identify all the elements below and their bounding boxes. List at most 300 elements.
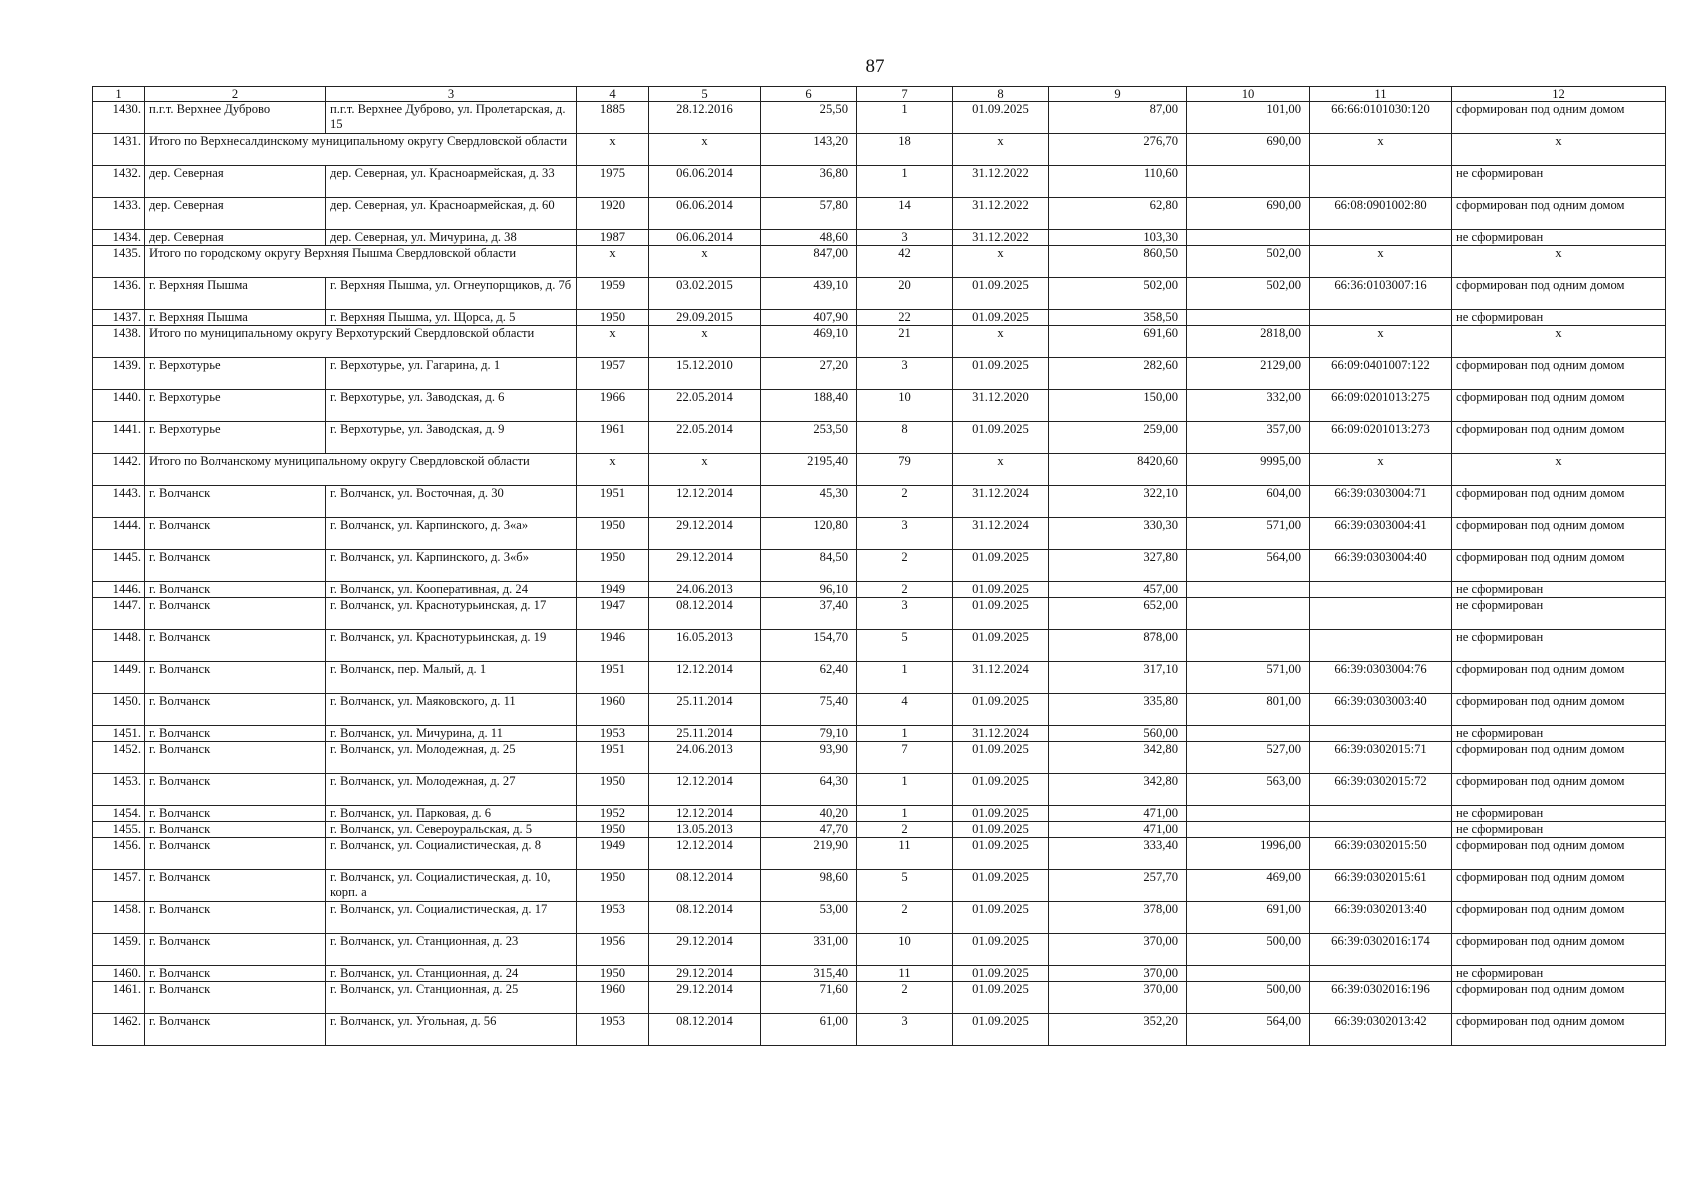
deadline-cell: 01.09.2025 bbox=[953, 934, 1049, 966]
cadastre-cell bbox=[1310, 230, 1452, 246]
address-cell: г. Волчанск, ул. Социалистическая, д. 10, корп. а bbox=[326, 870, 577, 902]
row-number-cell: 1445. bbox=[93, 550, 145, 582]
year-cell: 1957 bbox=[577, 358, 649, 390]
header-cell: 4 bbox=[577, 87, 649, 102]
year-cell: 1956 bbox=[577, 934, 649, 966]
row-number-cell: 1441. bbox=[93, 422, 145, 454]
locality-cell: г. Волчанск bbox=[145, 518, 326, 550]
value-9-cell: 342,80 bbox=[1049, 774, 1187, 806]
area-cell: 37,40 bbox=[761, 598, 857, 630]
year-cell: 1947 bbox=[577, 598, 649, 630]
status-cell: не сформирован bbox=[1452, 310, 1666, 326]
value-10-cell bbox=[1187, 230, 1310, 246]
locality-cell: г. Верхотурье bbox=[145, 358, 326, 390]
cadastre-cell: х bbox=[1310, 134, 1452, 166]
status-cell: сформирован под одним домом bbox=[1452, 870, 1666, 902]
locality-cell: г. Волчанск bbox=[145, 934, 326, 966]
table-row bbox=[93, 742, 1666, 774]
value-9-cell: 378,00 bbox=[1049, 902, 1187, 934]
people-cell: 2 bbox=[857, 582, 953, 598]
status-cell: сформирован под одним домом bbox=[1452, 662, 1666, 694]
value-9-cell: 110,60 bbox=[1049, 166, 1187, 198]
address-cell: г. Волчанск, ул. Кооперативная, д. 24 bbox=[326, 582, 577, 598]
value-9-cell: 370,00 bbox=[1049, 934, 1187, 966]
year-cell: 1952 bbox=[577, 806, 649, 822]
header-cell: 7 bbox=[857, 87, 953, 102]
table-row bbox=[93, 166, 1666, 198]
locality-cell: г. Волчанск bbox=[145, 806, 326, 822]
value-10-cell: 564,00 bbox=[1187, 1014, 1310, 1046]
area-cell: 407,90 bbox=[761, 310, 857, 326]
row-number-cell: 1446. bbox=[93, 582, 145, 598]
value-9-cell: 560,00 bbox=[1049, 726, 1187, 742]
deadline-cell: 01.09.2025 bbox=[953, 422, 1049, 454]
row-number-cell: 1437. bbox=[93, 310, 145, 326]
table-row bbox=[93, 806, 1666, 822]
value-10-cell: 1996,00 bbox=[1187, 838, 1310, 870]
date-cell: 22.05.2014 bbox=[649, 422, 761, 454]
status-cell: сформирован под одним домом bbox=[1452, 934, 1666, 966]
area-cell: 25,50 bbox=[761, 102, 857, 134]
table-row bbox=[93, 838, 1666, 870]
date-cell: 29.12.2014 bbox=[649, 518, 761, 550]
cadastre-cell: 66:09:0401007:122 bbox=[1310, 358, 1452, 390]
year-cell: 1951 bbox=[577, 486, 649, 518]
total-row bbox=[93, 134, 1666, 166]
address-cell: г. Волчанск, пер. Малый, д. 1 bbox=[326, 662, 577, 694]
cadastre-cell: 66:39:0302013:42 bbox=[1310, 1014, 1452, 1046]
people-cell: 21 bbox=[857, 326, 953, 358]
value-10-cell bbox=[1187, 598, 1310, 630]
value-9-cell: 322,10 bbox=[1049, 486, 1187, 518]
row-number-cell: 1462. bbox=[93, 1014, 145, 1046]
area-cell: 96,10 bbox=[761, 582, 857, 598]
row-number-cell: 1447. bbox=[93, 598, 145, 630]
locality-cell: г. Волчанск bbox=[145, 870, 326, 902]
row-number-cell: 1432. bbox=[93, 166, 145, 198]
value-10-cell: 571,00 bbox=[1187, 518, 1310, 550]
deadline-cell: 01.09.2025 bbox=[953, 742, 1049, 774]
header-cell: 3 bbox=[326, 87, 577, 102]
row-number-cell: 1455. bbox=[93, 822, 145, 838]
people-cell: 5 bbox=[857, 870, 953, 902]
address-cell: г. Верхняя Пышма, ул. Щорса, д. 5 bbox=[326, 310, 577, 326]
deadline-cell: 31.12.2020 bbox=[953, 390, 1049, 422]
year-cell: 1949 bbox=[577, 582, 649, 598]
row-number-cell: 1457. bbox=[93, 870, 145, 902]
people-cell: 22 bbox=[857, 310, 953, 326]
cadastre-cell bbox=[1310, 598, 1452, 630]
value-10-cell bbox=[1187, 806, 1310, 822]
value-10-cell: 691,00 bbox=[1187, 902, 1310, 934]
area-cell: 64,30 bbox=[761, 774, 857, 806]
area-cell: 188,40 bbox=[761, 390, 857, 422]
date-cell: х bbox=[649, 326, 761, 358]
date-cell: 29.12.2014 bbox=[649, 934, 761, 966]
area-cell: 331,00 bbox=[761, 934, 857, 966]
value-10-cell: 690,00 bbox=[1187, 198, 1310, 230]
locality-cell: г. Волчанск bbox=[145, 662, 326, 694]
address-cell: г. Волчанск, ул. Станционная, д. 25 bbox=[326, 982, 577, 1014]
locality-cell: г. Волчанск bbox=[145, 598, 326, 630]
value-10-cell: 2129,00 bbox=[1187, 358, 1310, 390]
table-row bbox=[93, 358, 1666, 390]
table-row bbox=[93, 934, 1666, 966]
deadline-cell: 01.09.2025 bbox=[953, 806, 1049, 822]
year-cell: 1966 bbox=[577, 390, 649, 422]
year-cell: х bbox=[577, 246, 649, 278]
cadastre-cell bbox=[1310, 966, 1452, 982]
people-cell: 11 bbox=[857, 966, 953, 982]
locality-cell: дер. Северная bbox=[145, 230, 326, 246]
locality-cell: г. Волчанск bbox=[145, 486, 326, 518]
total-title-cell: Итого по Верхнесалдинскому муниципальному округу Свердловской области bbox=[145, 134, 577, 166]
table-row bbox=[93, 1014, 1666, 1046]
date-cell: 12.12.2014 bbox=[649, 486, 761, 518]
people-cell: 42 bbox=[857, 246, 953, 278]
locality-cell: г. Верхняя Пышма bbox=[145, 310, 326, 326]
year-cell: 1949 bbox=[577, 838, 649, 870]
total-row bbox=[93, 326, 1666, 358]
deadline-cell: 01.09.2025 bbox=[953, 630, 1049, 662]
row-number-cell: 1461. bbox=[93, 982, 145, 1014]
status-cell: не сформирован bbox=[1452, 630, 1666, 662]
deadline-cell: 01.09.2025 bbox=[953, 102, 1049, 134]
area-cell: 439,10 bbox=[761, 278, 857, 310]
row-number-cell: 1438. bbox=[93, 326, 145, 358]
table-row bbox=[93, 966, 1666, 982]
locality-cell: дер. Северная bbox=[145, 166, 326, 198]
area-cell: 154,70 bbox=[761, 630, 857, 662]
deadline-cell: х bbox=[953, 326, 1049, 358]
address-cell: г. Волчанск, ул. Молодежная, д. 27 bbox=[326, 774, 577, 806]
year-cell: 1953 bbox=[577, 1014, 649, 1046]
header-cell: 10 bbox=[1187, 87, 1310, 102]
value-9-cell: 8420,60 bbox=[1049, 454, 1187, 486]
area-cell: 40,20 bbox=[761, 806, 857, 822]
area-cell: 27,20 bbox=[761, 358, 857, 390]
deadline-cell: 31.12.2024 bbox=[953, 486, 1049, 518]
value-9-cell: 282,60 bbox=[1049, 358, 1187, 390]
address-cell: г. Волчанск, ул. Социалистическая, д. 8 bbox=[326, 838, 577, 870]
value-10-cell bbox=[1187, 582, 1310, 598]
date-cell: 12.12.2014 bbox=[649, 662, 761, 694]
deadline-cell: 01.09.2025 bbox=[953, 774, 1049, 806]
locality-cell: г. Волчанск bbox=[145, 726, 326, 742]
year-cell: 1961 bbox=[577, 422, 649, 454]
locality-cell: г. Верхотурье bbox=[145, 422, 326, 454]
status-cell: не сформирован bbox=[1452, 166, 1666, 198]
table-row bbox=[93, 630, 1666, 662]
value-9-cell: 471,00 bbox=[1049, 822, 1187, 838]
year-cell: 1950 bbox=[577, 966, 649, 982]
table-row bbox=[93, 902, 1666, 934]
value-9-cell: 652,00 bbox=[1049, 598, 1187, 630]
people-cell: 7 bbox=[857, 742, 953, 774]
people-cell: 3 bbox=[857, 230, 953, 246]
deadline-cell: 01.09.2025 bbox=[953, 822, 1049, 838]
address-cell: г. Волчанск, ул. Карпинского, д. 3«а» bbox=[326, 518, 577, 550]
deadline-cell: 01.09.2025 bbox=[953, 966, 1049, 982]
row-number-cell: 1459. bbox=[93, 934, 145, 966]
locality-cell: г. Волчанск bbox=[145, 822, 326, 838]
date-cell: 08.12.2014 bbox=[649, 870, 761, 902]
people-cell: 18 bbox=[857, 134, 953, 166]
table-row bbox=[93, 390, 1666, 422]
address-cell: г. Волчанск, ул. Маяковского, д. 11 bbox=[326, 694, 577, 726]
deadline-cell: 31.12.2024 bbox=[953, 662, 1049, 694]
locality-cell: г. Волчанск bbox=[145, 838, 326, 870]
header-cell: 12 bbox=[1452, 87, 1666, 102]
date-cell: 28.12.2016 bbox=[649, 102, 761, 134]
status-cell: не сформирован bbox=[1452, 966, 1666, 982]
value-10-cell: 500,00 bbox=[1187, 934, 1310, 966]
row-number-cell: 1435. bbox=[93, 246, 145, 278]
area-cell: 120,80 bbox=[761, 518, 857, 550]
cadastre-cell bbox=[1310, 166, 1452, 198]
people-cell: 2 bbox=[857, 982, 953, 1014]
table-row bbox=[93, 774, 1666, 806]
people-cell: 1 bbox=[857, 102, 953, 134]
status-cell: сформирован под одним домом bbox=[1452, 518, 1666, 550]
cadastre-cell: 66:36:0103007:16 bbox=[1310, 278, 1452, 310]
deadline-cell: 01.09.2025 bbox=[953, 358, 1049, 390]
row-number-cell: 1442. bbox=[93, 454, 145, 486]
status-cell: сформирован под одним домом bbox=[1452, 422, 1666, 454]
value-9-cell: 691,60 bbox=[1049, 326, 1187, 358]
deadline-cell: 01.09.2025 bbox=[953, 1014, 1049, 1046]
deadline-cell: 01.09.2025 bbox=[953, 870, 1049, 902]
address-cell: п.г.т. Верхнее Дуброво, ул. Пролетарская, д. 15 bbox=[326, 102, 577, 134]
date-cell: 08.12.2014 bbox=[649, 598, 761, 630]
locality-cell: г. Волчанск bbox=[145, 550, 326, 582]
table-row bbox=[93, 726, 1666, 742]
area-cell: 847,00 bbox=[761, 246, 857, 278]
locality-cell: г. Волчанск bbox=[145, 694, 326, 726]
row-number-cell: 1444. bbox=[93, 518, 145, 550]
address-cell: г. Волчанск, ул. Североуральская, д. 5 bbox=[326, 822, 577, 838]
cadastre-cell: 66:39:0303004:41 bbox=[1310, 518, 1452, 550]
value-10-cell bbox=[1187, 966, 1310, 982]
status-cell: сформирован под одним домом bbox=[1452, 486, 1666, 518]
year-cell: 1953 bbox=[577, 726, 649, 742]
value-10-cell bbox=[1187, 822, 1310, 838]
value-9-cell: 335,80 bbox=[1049, 694, 1187, 726]
people-cell: 3 bbox=[857, 358, 953, 390]
value-10-cell: 357,00 bbox=[1187, 422, 1310, 454]
value-10-cell: 564,00 bbox=[1187, 550, 1310, 582]
value-9-cell: 370,00 bbox=[1049, 982, 1187, 1014]
date-cell: 29.12.2014 bbox=[649, 966, 761, 982]
people-cell: 1 bbox=[857, 774, 953, 806]
cadastre-cell bbox=[1310, 310, 1452, 326]
value-9-cell: 330,30 bbox=[1049, 518, 1187, 550]
cadastre-cell bbox=[1310, 582, 1452, 598]
cadastre-cell: 66:39:0302016:174 bbox=[1310, 934, 1452, 966]
people-cell: 20 bbox=[857, 278, 953, 310]
cadastre-cell: 66:39:0303004:71 bbox=[1310, 486, 1452, 518]
row-number-cell: 1452. bbox=[93, 742, 145, 774]
people-cell: 10 bbox=[857, 390, 953, 422]
table-row bbox=[93, 310, 1666, 326]
value-10-cell bbox=[1187, 726, 1310, 742]
deadline-cell: 31.12.2024 bbox=[953, 726, 1049, 742]
cadastre-cell bbox=[1310, 806, 1452, 822]
year-cell: 1946 bbox=[577, 630, 649, 662]
status-cell: не сформирован bbox=[1452, 598, 1666, 630]
year-cell: 1987 bbox=[577, 230, 649, 246]
year-cell: 1960 bbox=[577, 982, 649, 1014]
area-cell: 53,00 bbox=[761, 902, 857, 934]
area-cell: 45,30 bbox=[761, 486, 857, 518]
address-cell: г. Волчанск, ул. Мичурина, д. 11 bbox=[326, 726, 577, 742]
status-cell: сформирован под одним домом bbox=[1452, 1014, 1666, 1046]
status-cell: х bbox=[1452, 134, 1666, 166]
cadastre-cell: 66:39:0302013:40 bbox=[1310, 902, 1452, 934]
deadline-cell: 31.12.2022 bbox=[953, 198, 1049, 230]
status-cell: не сформирован bbox=[1452, 582, 1666, 598]
cadastre-cell: 66:09:0201013:273 bbox=[1310, 422, 1452, 454]
status-cell: сформирован под одним домом bbox=[1452, 198, 1666, 230]
value-9-cell: 471,00 bbox=[1049, 806, 1187, 822]
year-cell: х bbox=[577, 134, 649, 166]
cadastre-cell: 66:39:0303003:40 bbox=[1310, 694, 1452, 726]
header-cell: 5 bbox=[649, 87, 761, 102]
status-cell: не сформирован bbox=[1452, 726, 1666, 742]
year-cell: 1950 bbox=[577, 518, 649, 550]
deadline-cell: 01.09.2025 bbox=[953, 694, 1049, 726]
value-9-cell: 502,00 bbox=[1049, 278, 1187, 310]
people-cell: 79 bbox=[857, 454, 953, 486]
people-cell: 3 bbox=[857, 1014, 953, 1046]
row-number-cell: 1449. bbox=[93, 662, 145, 694]
cadastre-cell: 66:39:0303004:40 bbox=[1310, 550, 1452, 582]
deadline-cell: х bbox=[953, 246, 1049, 278]
row-number-cell: 1458. bbox=[93, 902, 145, 934]
locality-cell: г. Волчанск bbox=[145, 966, 326, 982]
row-number-cell: 1450. bbox=[93, 694, 145, 726]
year-cell: 1885 bbox=[577, 102, 649, 134]
cadastre-cell bbox=[1310, 726, 1452, 742]
date-cell: 08.12.2014 bbox=[649, 1014, 761, 1046]
cadastre-cell: х bbox=[1310, 454, 1452, 486]
date-cell: 25.11.2014 bbox=[649, 726, 761, 742]
total-title-cell: Итого по муниципальному округу Верхотурский Свердловской области bbox=[145, 326, 577, 358]
area-cell: 93,90 bbox=[761, 742, 857, 774]
row-number-cell: 1460. bbox=[93, 966, 145, 982]
table-row bbox=[93, 662, 1666, 694]
address-cell: г. Верхотурье, ул. Заводская, д. 6 bbox=[326, 390, 577, 422]
header-cell: 11 bbox=[1310, 87, 1452, 102]
people-cell: 10 bbox=[857, 934, 953, 966]
status-cell: сформирован под одним домом bbox=[1452, 742, 1666, 774]
people-cell: 2 bbox=[857, 902, 953, 934]
status-cell: сформирован под одним домом bbox=[1452, 902, 1666, 934]
status-cell: сформирован под одним домом bbox=[1452, 102, 1666, 134]
value-10-cell: 604,00 bbox=[1187, 486, 1310, 518]
table-row bbox=[93, 870, 1666, 902]
people-cell: 2 bbox=[857, 822, 953, 838]
row-number-cell: 1436. bbox=[93, 278, 145, 310]
area-cell: 57,80 bbox=[761, 198, 857, 230]
area-cell: 75,40 bbox=[761, 694, 857, 726]
status-cell: не сформирован bbox=[1452, 806, 1666, 822]
table-row bbox=[93, 982, 1666, 1014]
people-cell: 14 bbox=[857, 198, 953, 230]
area-cell: 143,20 bbox=[761, 134, 857, 166]
status-cell: сформирован под одним домом bbox=[1452, 838, 1666, 870]
date-cell: 13.05.2013 bbox=[649, 822, 761, 838]
status-cell: сформирован под одним домом bbox=[1452, 278, 1666, 310]
locality-cell: г. Верхотурье bbox=[145, 390, 326, 422]
value-10-cell: 527,00 bbox=[1187, 742, 1310, 774]
total-row bbox=[93, 454, 1666, 486]
people-cell: 1 bbox=[857, 726, 953, 742]
locality-cell: г. Волчанск bbox=[145, 582, 326, 598]
people-cell: 2 bbox=[857, 550, 953, 582]
date-cell: 24.06.2013 bbox=[649, 742, 761, 774]
value-9-cell: 457,00 bbox=[1049, 582, 1187, 598]
year-cell: 1950 bbox=[577, 550, 649, 582]
area-cell: 469,10 bbox=[761, 326, 857, 358]
people-cell: 1 bbox=[857, 806, 953, 822]
address-cell: дер. Северная, ул. Красноармейская, д. 60 bbox=[326, 198, 577, 230]
row-number-cell: 1453. bbox=[93, 774, 145, 806]
locality-cell: г. Волчанск bbox=[145, 774, 326, 806]
date-cell: х bbox=[649, 454, 761, 486]
deadline-cell: 01.09.2025 bbox=[953, 598, 1049, 630]
deadline-cell: 01.09.2025 bbox=[953, 582, 1049, 598]
deadline-cell: 01.09.2025 bbox=[953, 278, 1049, 310]
status-cell: сформирован под одним домом bbox=[1452, 390, 1666, 422]
row-number-cell: 1456. bbox=[93, 838, 145, 870]
status-cell: х bbox=[1452, 326, 1666, 358]
value-9-cell: 87,00 bbox=[1049, 102, 1187, 134]
table-row bbox=[93, 230, 1666, 246]
date-cell: 24.06.2013 bbox=[649, 582, 761, 598]
cadastre-cell: 66:39:0302015:61 bbox=[1310, 870, 1452, 902]
header-cell: 1 bbox=[93, 87, 145, 102]
value-10-cell: 563,00 bbox=[1187, 774, 1310, 806]
year-cell: 1959 bbox=[577, 278, 649, 310]
cadastre-cell: 66:08:0901002:80 bbox=[1310, 198, 1452, 230]
header-cell: 9 bbox=[1049, 87, 1187, 102]
value-9-cell: 103,30 bbox=[1049, 230, 1187, 246]
area-cell: 79,10 bbox=[761, 726, 857, 742]
header-cell: 2 bbox=[145, 87, 326, 102]
value-10-cell: 801,00 bbox=[1187, 694, 1310, 726]
address-cell: г. Волчанск, ул. Парковая, д. 6 bbox=[326, 806, 577, 822]
cadastre-cell bbox=[1310, 822, 1452, 838]
date-cell: 12.12.2014 bbox=[649, 774, 761, 806]
address-cell: г. Волчанск, ул. Угольная, д. 56 bbox=[326, 1014, 577, 1046]
deadline-cell: 31.12.2024 bbox=[953, 518, 1049, 550]
address-cell: г. Волчанск, ул. Станционная, д. 24 bbox=[326, 966, 577, 982]
year-cell: 1950 bbox=[577, 822, 649, 838]
people-cell: 1 bbox=[857, 662, 953, 694]
value-9-cell: 358,50 bbox=[1049, 310, 1187, 326]
total-row bbox=[93, 246, 1666, 278]
cadastre-cell: 66:39:0302015:72 bbox=[1310, 774, 1452, 806]
value-9-cell: 150,00 bbox=[1049, 390, 1187, 422]
address-cell: г. Верхотурье, ул. Заводская, д. 9 bbox=[326, 422, 577, 454]
value-9-cell: 352,20 bbox=[1049, 1014, 1187, 1046]
table-row bbox=[93, 694, 1666, 726]
locality-cell: г. Волчанск bbox=[145, 902, 326, 934]
value-9-cell: 62,80 bbox=[1049, 198, 1187, 230]
deadline-cell: 01.09.2025 bbox=[953, 838, 1049, 870]
address-cell: г. Верхняя Пышма, ул. Огнеупорщиков, д. 7б bbox=[326, 278, 577, 310]
